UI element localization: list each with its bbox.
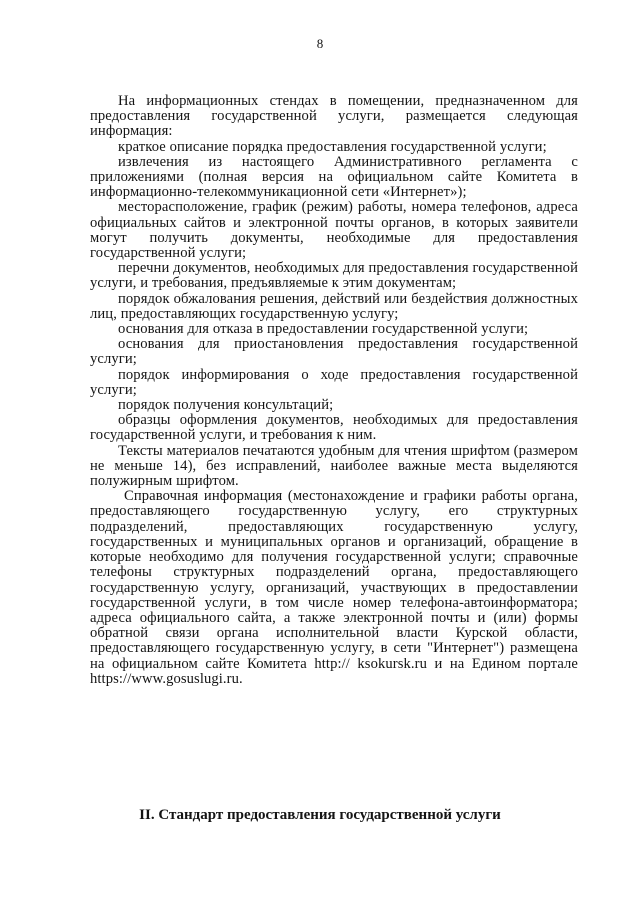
paragraph-brief-description: краткое описание порядка предоставления государственной услуги;	[118, 138, 547, 155]
paragraph-regulation-extracts: извлечения из настоящего Административного регламента с приложениями (полная версия на официальном сайте Комитета в информационно-телекоммуникационной сети «Интернет»);	[90, 153, 578, 201]
paragraph-reference-information: Справочная информация (местонахождение и графики работы органа, предоставляющего государственную услугу, его структурных подразделений, предоставляющих государственную услугу, государственных и муниципальных органов и организаций, обращение в которые необходимо для получения государственной услуги; справочные телефоны структурных подразделений органа, предоставляющего государственную услугу, организаций, участвующих в предоставлении государственной услуги, в том числе номер телефона-автоинформатора; адреса официального сайта, а также электронной почты и (или) формы обратной связи органа исполнительной власти Курской области, предоставляющего государственную услугу, в сети "Интернет") размещена на официальном сайте Комитета http:// ksokursk.ru и на Едином портале https://www.gosuslugi.ru.	[90, 488, 578, 687]
paragraph-info-stands-intro: На информационных стендах в помещении, предназначенном для предоставления государственной услуги, размещается следующая информация:	[90, 93, 578, 140]
paragraph-text-materials-font: Тексты материалов печатаются удобным для чтения шрифтом (размером не меньше 14), без исправлений, наиболее важные места выделяются полужирным шрифтом.	[90, 442, 578, 490]
document-body	[90, 94, 578, 687]
paragraph-appeal-procedure: порядок обжалования решения, действий или бездействия должностных лиц, предоставляющих государственную услугу;	[90, 290, 578, 322]
paragraph-document-samples: образцы оформления документов, необходимых для предоставления государственной услуги, и требования к ним.	[90, 412, 578, 444]
paragraph-progress-informing: порядок информирования о ходе предоставления государственной услуги;	[90, 366, 578, 398]
page-number: 8	[316, 36, 324, 51]
paragraph-location-schedule: месторасположение, график (режим) работы, номера телефонов, адреса официальных сайтов и электронной почты органов, в которых заявители могут получить документы, необходимые для предоставления государственной услуги;	[90, 199, 578, 262]
paragraph-document-lists: перечни документов, необходимых для предоставления государственной услуги, и требования, предъявляемые к этим документам;	[90, 260, 578, 292]
paragraph-suspension-grounds: основания для приостановления предоставления государственной услуги;	[90, 336, 578, 368]
section-heading: II. Стандарт предоставления государственной услуги	[139, 807, 501, 823]
paragraph-consultations: порядок получения консультаций;	[118, 397, 334, 414]
paragraph-refusal-grounds: основания для отказа в предоставлении государственной услуги;	[118, 321, 529, 338]
